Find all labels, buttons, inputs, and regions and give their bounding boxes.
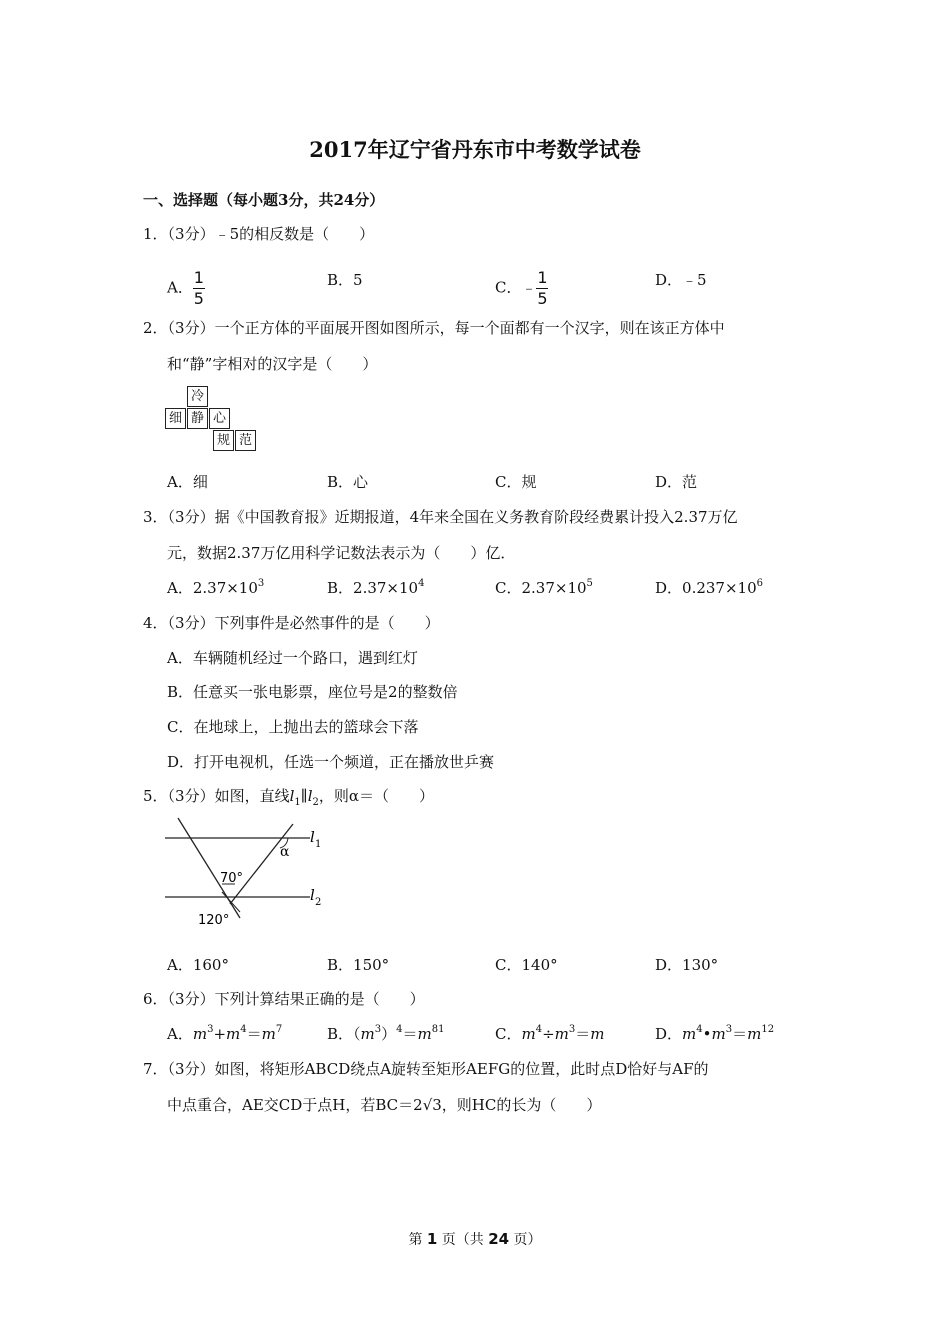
l2-label: l [310,886,315,904]
footer-suffix: 页） [509,1232,542,1248]
q5-option-a[interactable]: A．160° [167,956,229,974]
q3-option-d[interactable] [655,578,763,598]
q5-l1-sub: 1 [294,797,301,808]
q5-stem-suffix: ，则α＝（ ） [318,787,435,805]
parallel-lines-figure [160,812,335,932]
alpha-label: α [280,844,290,860]
angle-70-label: 70° [220,871,244,886]
q3-c-exp: 5 [586,578,593,589]
question-3-stem-line2: 元，数据2.37万亿用科学记数法表示为（ ）亿． [167,544,516,562]
question-2-stem-line1: 2．（3分）一个正方体的平面展开图如图所示，每一个面都有一个汉字，则在该正方体中 [143,319,725,337]
question-7-stem-line2: 中点重合，AE交CD于点H，若BC＝2√3，则HC的长为（ ） [167,1096,602,1114]
net-cell-c: 心 [209,408,230,429]
q1-option-b[interactable]: B．5 [327,271,363,289]
q3-a-base: A．2.37×10 [167,579,258,597]
q1-a-num: 1 [193,268,204,287]
q1-option-d[interactable]: D．﹣5 [655,271,707,289]
q5-stem-prefix: 5．（3分）如图，直线 [143,787,290,805]
net-cell-e: 范 [235,430,256,451]
q4-option-a[interactable]: A．车辆随机经过一个路口，遇到红灯 [167,649,418,667]
q3-b-base: B．2.37×10 [327,579,419,597]
q1-option-a[interactable] [167,270,205,307]
q6-option-d[interactable]: D．$m^4•m^3=m^{12}$ [655,1024,775,1043]
question-4-stem: 4．（3分）下列事件是必然事件的是（ ） [143,614,440,632]
angle-120-label: 120° [198,913,230,928]
question-7-stem-line1: 7．（3分）如图，将矩形ABCD绕点A旋转至矩形AEFG的位置，此时点D恰好与AF的 [143,1060,709,1078]
net-cell-top: 冷 [187,386,208,407]
footer-total-pages: 24 [488,1230,510,1248]
l1-sub-label: 1 [315,839,322,850]
q1-c-fraction [536,270,548,307]
q1-c-den: 5 [537,289,548,308]
q3-option-c[interactable] [495,578,593,598]
cube-net-figure [165,386,265,456]
q5-option-c[interactable]: C．140° [495,956,558,974]
q5-l1: l [289,787,295,805]
q2-option-a[interactable]: A．细 [167,473,208,491]
q2-option-b[interactable]: B．心 [327,473,369,491]
q2-option-d[interactable]: D．范 [655,473,698,491]
q4-option-b[interactable]: B．任意买一张电影票，座位号是2的整数倍 [167,683,458,701]
q5-option-d[interactable]: D．130° [655,956,719,974]
footer-prefix: 第 [408,1232,427,1248]
q3-b-exp: 4 [418,578,425,589]
section-heading: 一、选择题（每小题3分，共24分） [143,191,385,209]
question-2-stem-line2: 和“静”字相对的汉字是（ ） [167,355,378,373]
footer-page-number: 1 [426,1230,438,1248]
net-cell-d: 规 [213,430,234,451]
page-title: 2017年辽宁省丹东市中考数学试卷 [309,137,641,162]
q5-parallel: ∥ [300,787,308,805]
q6-option-a[interactable]: A．$m^3+m^4=m^7$ [167,1024,283,1043]
question-5-stem [143,786,434,813]
question-1-stem: 1．（3分）﹣5的相反数是（ ） [143,225,375,243]
q1-c-num: 1 [537,268,548,287]
q1-c-prefix: C．﹣ [495,278,537,297]
q1-option-c[interactable] [495,270,548,307]
q2-option-c[interactable]: C．规 [495,473,537,491]
net-cell-a: 细 [165,408,186,429]
q6-option-b[interactable]: B．$(m^3)^4=m^{81}$ [327,1024,445,1043]
q5-l2-sub: 2 [312,797,319,808]
q1-a-fraction [193,270,205,307]
q3-d-base: D．0.237×10 [655,579,757,597]
q5-l2: l [307,787,313,805]
l2-sub-label: 2 [315,897,322,908]
question-3-stem-line1: 3．（3分）据《中国教育报》近期报道，4年来全国在义务教育阶段经费累计投入2.37万亿 [143,508,738,526]
footer-middle: 页（共 [437,1232,489,1248]
q3-c-base: C．2.37×10 [495,579,587,597]
q3-a-exp: 3 [257,578,265,589]
q1-a-prefix: A． [167,278,193,297]
q3-option-b[interactable] [327,578,424,598]
l1-label: l [310,828,315,846]
q4-option-c[interactable]: C．在地球上，上抛出去的篮球会下落 [167,718,419,736]
q1-a-den: 5 [193,289,204,308]
q6-option-c[interactable]: C．$m^4\div m^3=m$ [495,1024,605,1043]
q3-d-exp: 6 [756,578,763,589]
q4-option-d[interactable]: D．打开电视机，任选一个频道，正在播放世乒赛 [167,753,495,771]
net-cell-b: 静 [187,408,208,429]
q3-option-a[interactable] [167,578,264,598]
question-6-stem: 6．（3分）下列计算结果正确的是（ ） [143,990,425,1008]
page-footer [0,1229,950,1250]
q5-option-b[interactable]: B．150° [327,956,390,974]
